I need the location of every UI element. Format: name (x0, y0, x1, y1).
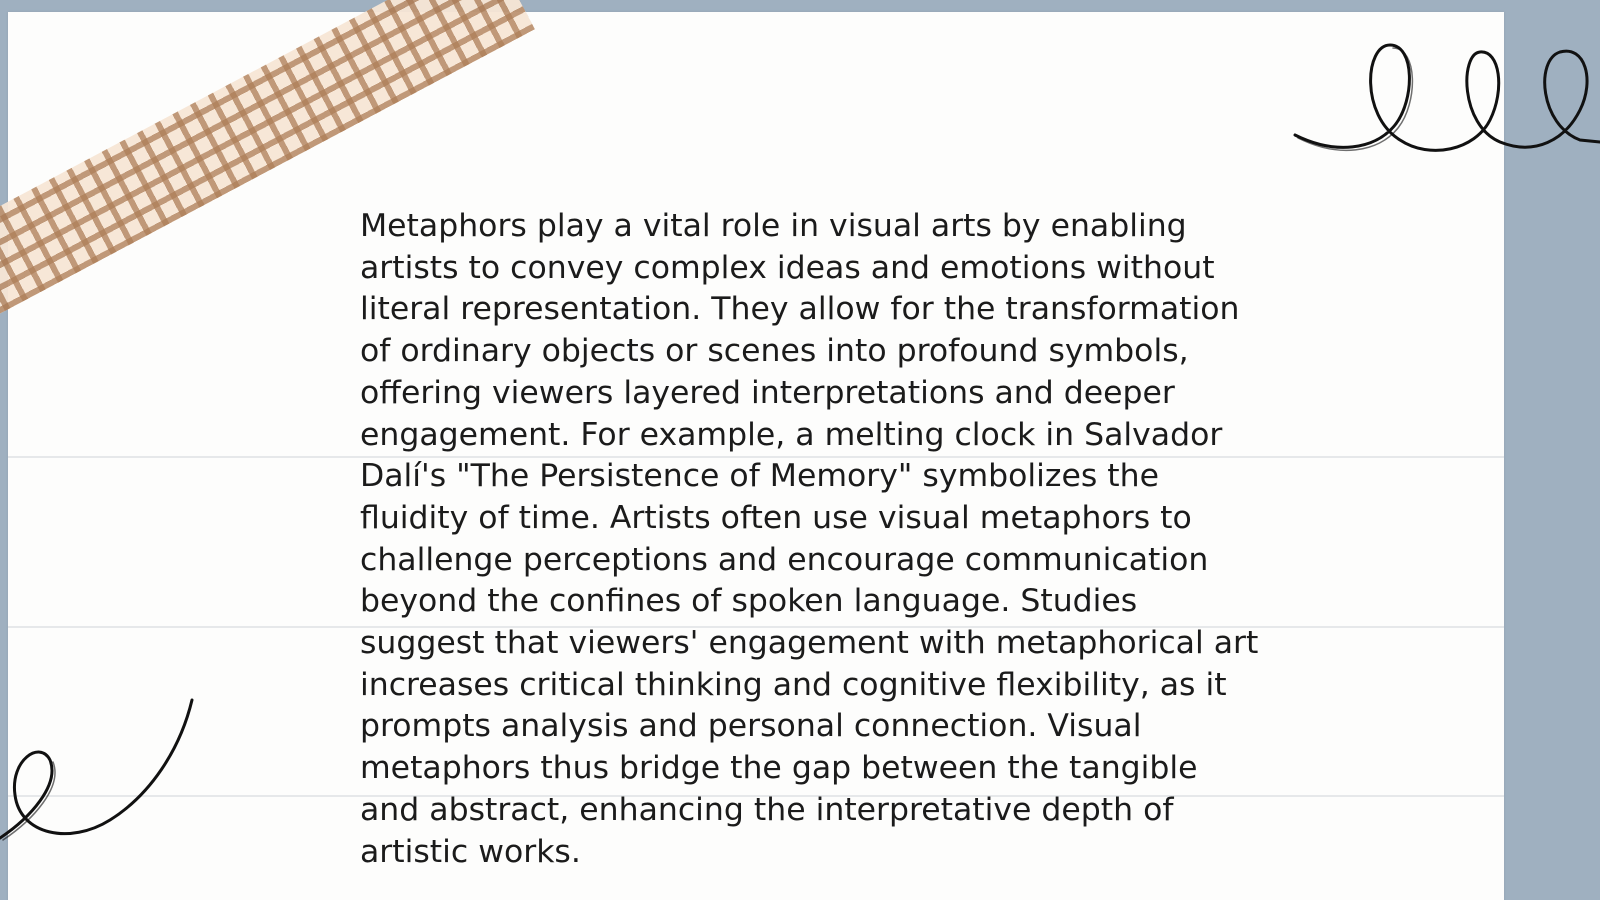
loop-doodle (1290, 30, 1600, 170)
check-doodle (0, 690, 210, 860)
article-body-text: Metaphors play a vital role in visual arts by enabling artists to convey complex ideas and emotions without literal representation. They allow for the transformation of ordinary objects or scenes into profound symbols, offering viewers layered interpretations and deeper engagement. For example, a melting clock in Salvador Dalí's "The Persistence of Memory" symbolizes the fluidity of time. Artists often use visual metaphors to challenge perceptions and encourage communication beyond the confines of spoken language. Studies suggest that viewers' engagement with metaphorical art increases critical thinking and cognitive flexibility, as it prompts analysis and personal connection. Visual metaphors thus bridge the gap between the tangible and abstract, enhancing the interpretative depth of artistic works. (360, 208, 1259, 870)
